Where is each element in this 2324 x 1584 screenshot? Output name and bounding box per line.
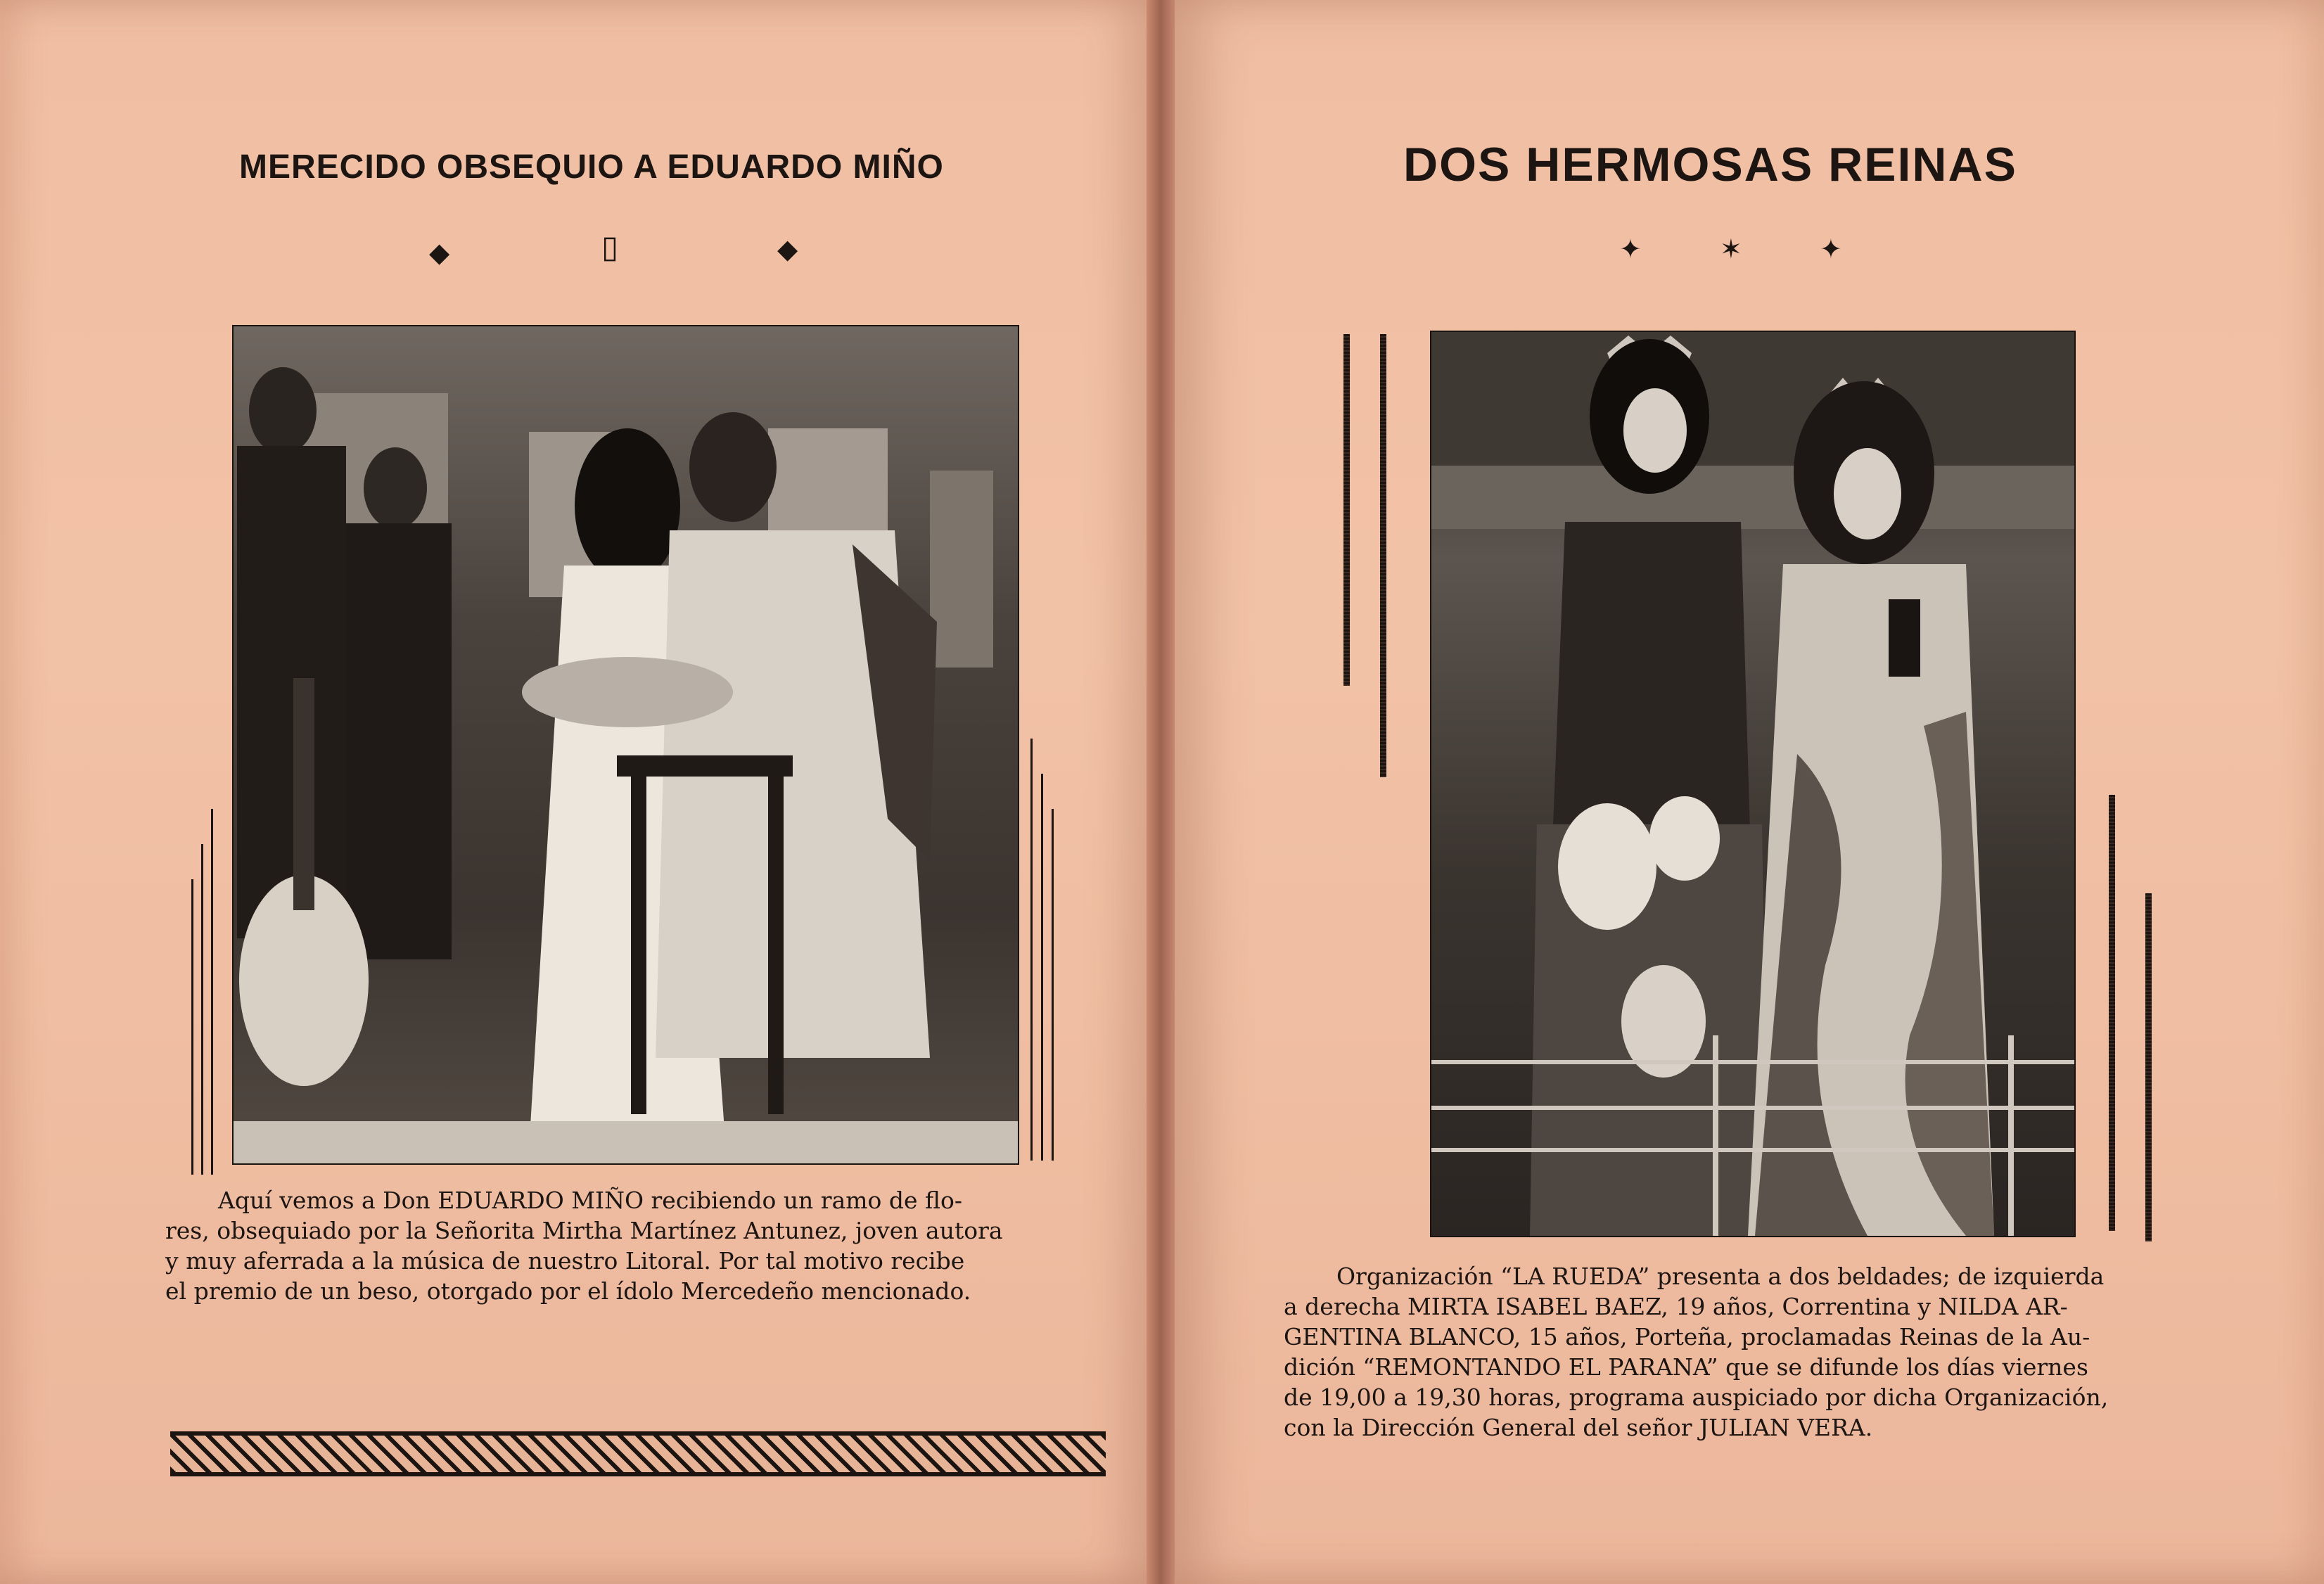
decorative-line bbox=[201, 844, 203, 1175]
book-gutter bbox=[1147, 0, 1175, 1584]
star-ornament-center: ✶ bbox=[1720, 234, 1742, 264]
photo-eduardo-mino-gift bbox=[232, 325, 1019, 1165]
decorative-line bbox=[2145, 893, 2152, 1241]
decorative-line bbox=[1343, 334, 1350, 686]
photo-illustration bbox=[234, 326, 1018, 1163]
decorative-line bbox=[1052, 809, 1054, 1161]
caption-line: con la Dirección General del señor JULIAN VERA. bbox=[1284, 1414, 1873, 1441]
star-ornament-right: ✦ bbox=[1820, 234, 1842, 264]
caption-line: dición “REMONTANDO EL PARANA” que se difunde los días viernes bbox=[1284, 1353, 2088, 1381]
caption-line: res, obsequiado por la Señorita Mirtha Martínez Antunez, joven autora bbox=[165, 1217, 1003, 1244]
decorative-line bbox=[2109, 795, 2115, 1231]
caption-line: Aquí vemos a Don EDUARDO MIÑO recibiendo un ramo de flo- bbox=[218, 1187, 963, 1214]
caption-line: de 19,00 a 19,30 horas, programa auspiciado por dicha Organización, bbox=[1284, 1384, 2109, 1411]
decorative-border-strip bbox=[170, 1431, 1106, 1476]
photo-two-queens bbox=[1430, 331, 2076, 1237]
decorative-line bbox=[211, 809, 213, 1175]
right-page-title: DOS HERMOSAS REINAS bbox=[1403, 138, 2017, 191]
diamond-ornament-right: ◆ bbox=[777, 234, 798, 264]
star-ornament-left: ✦ bbox=[1619, 234, 1642, 264]
left-page-title: MERECIDO OBSEQUIO A EDUARDO MIÑO bbox=[239, 148, 944, 186]
caption-line: GENTINA BLANCO, 15 años, Porteña, proclamadas Reinas de la Au- bbox=[1284, 1323, 2090, 1350]
decorative-line bbox=[1380, 334, 1386, 777]
decorative-line bbox=[1041, 774, 1043, 1161]
rectangle-ornament: ▯ bbox=[601, 229, 619, 265]
caption-line: Organización “LA RUEDA” presenta a dos beldades; de izquierda bbox=[1336, 1263, 2105, 1290]
right-photo-caption bbox=[1284, 1261, 2230, 1443]
decorative-line bbox=[1030, 739, 1033, 1161]
decorative-line bbox=[191, 879, 193, 1175]
diamond-ornament-left: ◆ bbox=[429, 237, 450, 268]
left-photo-caption bbox=[165, 1185, 1108, 1306]
caption-line: y muy aferrada a la música de nuestro Litoral. Por tal motivo recibe bbox=[165, 1247, 965, 1275]
caption-line: a derecha MIRTA ISABEL BAEZ, 19 años, Correntina y NILDA AR- bbox=[1284, 1293, 2068, 1320]
caption-line: el premio de un beso, otorgado por el ídolo Mercedeño mencionado. bbox=[165, 1277, 971, 1305]
photo-illustration bbox=[1431, 332, 2074, 1236]
